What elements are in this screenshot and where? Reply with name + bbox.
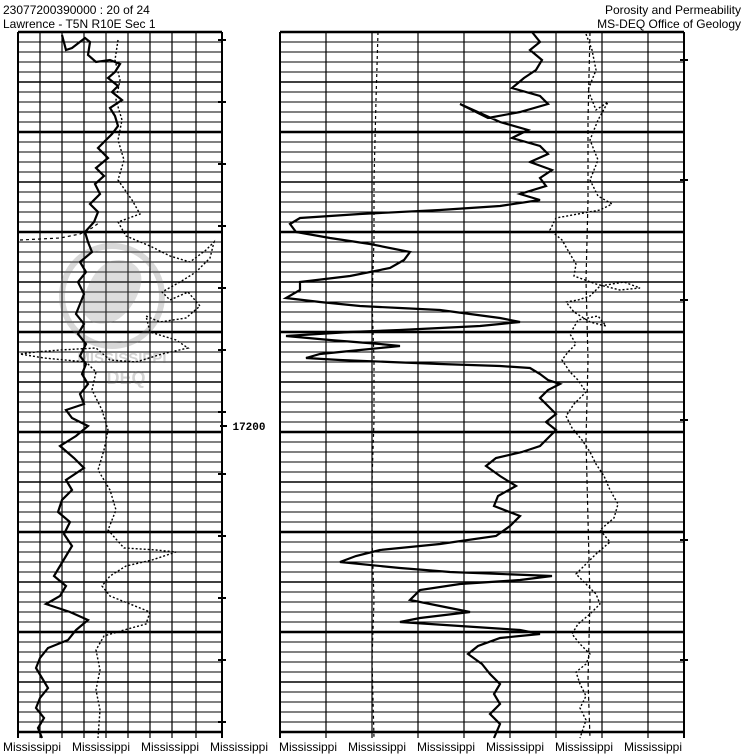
footer-label: Mississippi: [210, 740, 269, 754]
footer-label: Mississippi: [72, 740, 131, 754]
footer-labels-row: [0, 739, 744, 755]
office-name: MS-DEQ Office of Geology: [597, 17, 741, 31]
footer-label: Mississippi: [555, 740, 614, 754]
footer-label: Mississippi: [624, 740, 683, 754]
depth-label: 17200: [232, 422, 266, 434]
well-location: Lawrence - T5N R10E Sec 1: [3, 17, 156, 31]
left-curve-dotted: [20, 40, 214, 738]
right-track-grid: [280, 32, 688, 738]
log-type: Porosity and Permeability: [604, 3, 741, 17]
footer-label: Mississippi: [3, 740, 62, 754]
footer-label: Mississippi: [486, 740, 545, 754]
well-id-page: 23077200390000 : 20 of 24: [3, 3, 150, 17]
footer-label: Mississippi: [279, 740, 338, 754]
footer-label: Mississippi: [141, 740, 200, 754]
footer-label: Mississippi: [417, 740, 476, 754]
watermark-line2: DEQ: [106, 368, 146, 388]
footer-label: Mississippi: [348, 740, 407, 754]
watermark-line1: MISSISSIPPI: [77, 350, 167, 367]
